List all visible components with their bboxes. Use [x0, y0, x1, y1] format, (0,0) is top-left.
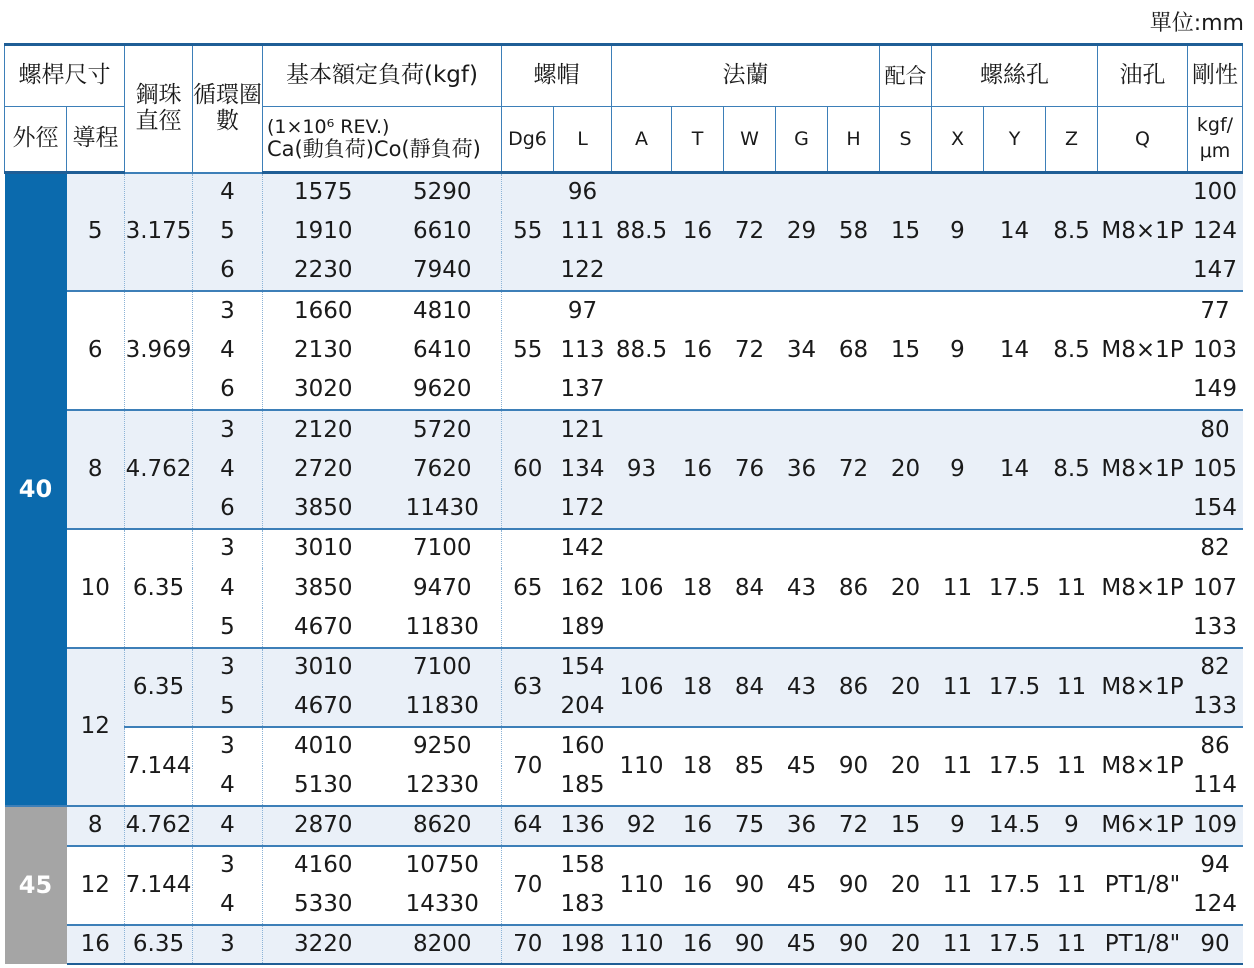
table-row [5, 727, 1243, 767]
cell-g: 43 [776, 529, 828, 648]
cell-k: 147 [1188, 252, 1243, 292]
cell-a: 88.5 [612, 291, 672, 410]
unit-label: 單位:mm [1149, 11, 1244, 36]
cell-ball: 7.144 [125, 846, 193, 925]
cell-circ: 4 [193, 173, 263, 213]
cell-co: 5290 [384, 173, 502, 213]
cell-ca: 5130 [263, 766, 384, 806]
header-outer-dia: 外徑 [5, 107, 67, 173]
cell-a: 92 [612, 806, 672, 846]
cell-a: 93 [612, 410, 672, 529]
cell-ca: 2120 [263, 410, 384, 450]
cell-l: 122 [554, 252, 612, 292]
table-row [5, 925, 1243, 965]
cell-q: M6×1P [1098, 806, 1188, 846]
cell-circ: 5 [193, 608, 263, 648]
header-Q: Q [1098, 107, 1188, 173]
cell-g: 45 [776, 846, 828, 925]
cell-co: 14330 [384, 885, 502, 925]
header-Z: Z [1046, 107, 1098, 173]
cell-l: 134 [554, 450, 612, 490]
cell-circ: 6 [193, 370, 263, 410]
spec-table [4, 43, 1243, 965]
cell-l: 162 [554, 568, 612, 608]
cell-od: 40 [5, 173, 67, 807]
header-stiff-unit: kgf/μm [1188, 107, 1243, 173]
cell-y: 17.5 [984, 727, 1046, 806]
header-W: W [724, 107, 776, 173]
cell-dg6: 55 [502, 173, 554, 292]
cell-x: 11 [932, 648, 984, 727]
cell-k: 114 [1188, 766, 1243, 806]
cell-ca: 3220 [263, 925, 384, 965]
cell-s: 20 [880, 846, 932, 925]
cell-s: 15 [880, 291, 932, 410]
cell-ball: 4.762 [125, 806, 193, 846]
cell-s: 15 [880, 806, 932, 846]
cell-l: 198 [554, 925, 612, 965]
header-bolt-hole: 螺絲孔 [932, 45, 1098, 107]
cell-a: 110 [612, 925, 672, 965]
cell-g: 36 [776, 806, 828, 846]
cell-ball: 3.175 [125, 173, 193, 292]
table-row [5, 291, 1243, 331]
cell-q: M8×1P [1098, 173, 1188, 292]
cell-w: 72 [724, 173, 776, 292]
cell-ca: 3850 [263, 489, 384, 529]
cell-h: 68 [828, 291, 880, 410]
cell-x: 11 [932, 925, 984, 965]
cell-y: 17.5 [984, 925, 1046, 965]
cell-lead: 6 [67, 291, 125, 410]
cell-lead: 8 [67, 806, 125, 846]
header-S: S [880, 107, 932, 173]
cell-co: 7100 [384, 529, 502, 569]
cell-l: 154 [554, 648, 612, 688]
cell-t: 16 [672, 846, 724, 925]
cell-l: 172 [554, 489, 612, 529]
cell-lead: 10 [67, 529, 125, 648]
cell-q: M8×1P [1098, 291, 1188, 410]
header-A: A [612, 107, 672, 173]
header-Y: Y [984, 107, 1046, 173]
cell-l: 121 [554, 410, 612, 450]
cell-h: 90 [828, 727, 880, 806]
cell-ball: 6.35 [125, 925, 193, 965]
cell-circ: 4 [193, 568, 263, 608]
cell-s: 20 [880, 925, 932, 965]
cell-k: 77 [1188, 291, 1243, 331]
cell-s: 20 [880, 529, 932, 648]
cell-l: 142 [554, 529, 612, 569]
cell-x: 9 [932, 410, 984, 529]
header-circuits: 循環圈數 [193, 45, 263, 173]
cell-t: 18 [672, 529, 724, 648]
cell-w: 76 [724, 410, 776, 529]
cell-circ: 6 [193, 489, 263, 529]
cell-q: PT1/8" [1098, 846, 1188, 925]
cell-ca: 4670 [263, 608, 384, 648]
header-oil-hole: 油孔 [1098, 45, 1188, 107]
table-row [5, 846, 1243, 886]
cell-ca: 1575 [263, 173, 384, 213]
cell-lead: 12 [67, 846, 125, 925]
cell-co: 12330 [384, 766, 502, 806]
table-header [5, 45, 1243, 173]
cell-co: 11430 [384, 489, 502, 529]
cell-s: 20 [880, 410, 932, 529]
cell-z: 9 [1046, 806, 1098, 846]
header-dynamic-static: Ca(動負荷)Co(靜負荷) [267, 136, 481, 161]
cell-x: 11 [932, 727, 984, 806]
cell-y: 14.5 [984, 806, 1046, 846]
cell-k: 107 [1188, 568, 1243, 608]
cell-ca: 3010 [263, 529, 384, 569]
header-rev-note [263, 107, 502, 173]
cell-k: 133 [1188, 608, 1243, 648]
cell-k: 90 [1188, 925, 1243, 965]
cell-g: 29 [776, 173, 828, 292]
cell-circ: 3 [193, 925, 263, 965]
cell-l: 111 [554, 212, 612, 252]
cell-s: 15 [880, 173, 932, 292]
cell-lead: 8 [67, 410, 125, 529]
cell-dg6: 55 [502, 291, 554, 410]
cell-k: 109 [1188, 806, 1243, 846]
cell-k: 82 [1188, 648, 1243, 688]
cell-ca: 4670 [263, 687, 384, 727]
cell-dg6: 70 [502, 925, 554, 965]
cell-circ: 4 [193, 806, 263, 846]
cell-circ: 3 [193, 727, 263, 767]
cell-x: 11 [932, 529, 984, 648]
cell-k: 82 [1188, 529, 1243, 569]
cell-circ: 6 [193, 252, 263, 292]
cell-a: 88.5 [612, 173, 672, 292]
cell-q: PT1/8" [1098, 925, 1188, 965]
cell-k: 133 [1188, 687, 1243, 727]
cell-h: 72 [828, 806, 880, 846]
cell-x: 9 [932, 806, 984, 846]
cell-g: 45 [776, 727, 828, 806]
header-flange: 法蘭 [612, 45, 880, 107]
header-load-rating: 基本額定負荷(kgf) [263, 45, 502, 107]
cell-co: 6410 [384, 331, 502, 371]
cell-q: M8×1P [1098, 529, 1188, 648]
cell-co: 5720 [384, 410, 502, 450]
cell-co: 9250 [384, 727, 502, 767]
cell-h: 86 [828, 529, 880, 648]
cell-l: 160 [554, 727, 612, 767]
cell-t: 16 [672, 925, 724, 965]
cell-z: 11 [1046, 925, 1098, 965]
cell-w: 75 [724, 806, 776, 846]
cell-w: 72 [724, 291, 776, 410]
cell-k: 80 [1188, 410, 1243, 450]
cell-co: 7100 [384, 648, 502, 688]
cell-circ: 4 [193, 766, 263, 806]
cell-g: 34 [776, 291, 828, 410]
cell-circ: 5 [193, 212, 263, 252]
cell-co: 8200 [384, 925, 502, 965]
cell-co: 9470 [384, 568, 502, 608]
cell-ca: 2130 [263, 331, 384, 371]
cell-l: 158 [554, 846, 612, 886]
cell-a: 106 [612, 529, 672, 648]
cell-a: 106 [612, 648, 672, 727]
cell-k: 149 [1188, 370, 1243, 410]
table-row [5, 529, 1243, 569]
cell-z: 8.5 [1046, 410, 1098, 529]
header-rev-text: (1×10⁶ REV.) [267, 116, 390, 138]
cell-dg6: 65 [502, 529, 554, 648]
cell-k: 154 [1188, 489, 1243, 529]
cell-dg6: 70 [502, 846, 554, 925]
header-X: X [932, 107, 984, 173]
cell-t: 18 [672, 727, 724, 806]
cell-s: 20 [880, 648, 932, 727]
cell-ball: 6.35 [125, 529, 193, 648]
cell-g: 43 [776, 648, 828, 727]
cell-z: 11 [1046, 648, 1098, 727]
header-stiffness: 剛性 [1188, 45, 1243, 107]
cell-h: 58 [828, 173, 880, 292]
header-screw-size: 螺桿尺寸 [5, 45, 125, 107]
cell-t: 16 [672, 410, 724, 529]
cell-ca: 1660 [263, 291, 384, 331]
cell-co: 7940 [384, 252, 502, 292]
cell-circ: 3 [193, 846, 263, 886]
cell-ball: 7.144 [125, 727, 193, 806]
cell-t: 16 [672, 173, 724, 292]
cell-s: 20 [880, 727, 932, 806]
cell-w: 90 [724, 846, 776, 925]
cell-t: 18 [672, 648, 724, 727]
header-dg6: Dg6 [502, 107, 554, 173]
cell-co: 10750 [384, 846, 502, 886]
cell-y: 17.5 [984, 529, 1046, 648]
cell-ca: 3010 [263, 648, 384, 688]
cell-circ: 5 [193, 687, 263, 727]
cell-co: 6610 [384, 212, 502, 252]
cell-ca: 2720 [263, 450, 384, 490]
cell-ca: 4010 [263, 727, 384, 767]
cell-ca: 5330 [263, 885, 384, 925]
cell-g: 45 [776, 925, 828, 965]
table-row [5, 648, 1243, 688]
cell-q: M8×1P [1098, 648, 1188, 727]
cell-z: 8.5 [1046, 173, 1098, 292]
cell-circ: 4 [193, 450, 263, 490]
table-row [5, 173, 1243, 213]
cell-y: 14 [984, 291, 1046, 410]
cell-circ: 3 [193, 410, 263, 450]
cell-a: 110 [612, 727, 672, 806]
cell-co: 11830 [384, 687, 502, 727]
header-fit: 配合 [880, 45, 932, 107]
cell-l: 136 [554, 806, 612, 846]
cell-ca: 2870 [263, 806, 384, 846]
cell-w: 85 [724, 727, 776, 806]
cell-co: 11830 [384, 608, 502, 648]
cell-g: 36 [776, 410, 828, 529]
cell-l: 183 [554, 885, 612, 925]
cell-dg6: 60 [502, 410, 554, 529]
cell-z: 11 [1046, 846, 1098, 925]
cell-od: 45 [5, 806, 67, 964]
table-row [5, 410, 1243, 450]
cell-z: 8.5 [1046, 291, 1098, 410]
cell-ball: 4.762 [125, 410, 193, 529]
cell-k: 94 [1188, 846, 1243, 886]
table-row [5, 806, 1243, 846]
cell-co: 9620 [384, 370, 502, 410]
cell-z: 11 [1046, 727, 1098, 806]
cell-x: 9 [932, 291, 984, 410]
cell-y: 17.5 [984, 648, 1046, 727]
cell-y: 14 [984, 173, 1046, 292]
cell-l: 96 [554, 173, 612, 213]
header-G: G [776, 107, 828, 173]
cell-circ: 4 [193, 331, 263, 371]
cell-h: 86 [828, 648, 880, 727]
cell-h: 90 [828, 925, 880, 965]
cell-ball: 3.969 [125, 291, 193, 410]
cell-w: 90 [724, 925, 776, 965]
cell-l: 185 [554, 766, 612, 806]
cell-k: 124 [1188, 212, 1243, 252]
cell-l: 113 [554, 331, 612, 371]
cell-lead: 5 [67, 173, 125, 292]
cell-lead: 16 [67, 925, 125, 965]
cell-y: 17.5 [984, 846, 1046, 925]
cell-ca: 3020 [263, 370, 384, 410]
cell-circ: 3 [193, 648, 263, 688]
cell-l: 97 [554, 291, 612, 331]
cell-t: 16 [672, 806, 724, 846]
cell-x: 11 [932, 846, 984, 925]
cell-t: 16 [672, 291, 724, 410]
cell-a: 110 [612, 846, 672, 925]
cell-q: M8×1P [1098, 727, 1188, 806]
cell-lead: 12 [67, 648, 125, 806]
cell-dg6: 64 [502, 806, 554, 846]
cell-k: 124 [1188, 885, 1243, 925]
cell-k: 100 [1188, 173, 1243, 213]
cell-q: M8×1P [1098, 410, 1188, 529]
cell-l: 189 [554, 608, 612, 648]
cell-co: 7620 [384, 450, 502, 490]
header-T: T [672, 107, 724, 173]
cell-h: 90 [828, 846, 880, 925]
cell-ca: 4160 [263, 846, 384, 886]
cell-k: 86 [1188, 727, 1243, 767]
cell-circ: 4 [193, 885, 263, 925]
cell-l: 137 [554, 370, 612, 410]
cell-circ: 3 [193, 291, 263, 331]
cell-w: 84 [724, 648, 776, 727]
header-L: L [554, 107, 612, 173]
header-nut: 螺帽 [502, 45, 612, 107]
cell-x: 9 [932, 173, 984, 292]
cell-k: 105 [1188, 450, 1243, 490]
cell-z: 11 [1046, 529, 1098, 648]
table-body [5, 173, 1243, 965]
cell-k: 103 [1188, 331, 1243, 371]
cell-ca: 3850 [263, 568, 384, 608]
cell-circ: 3 [193, 529, 263, 569]
cell-co: 8620 [384, 806, 502, 846]
header-ball-diameter: 鋼珠直徑 [125, 45, 193, 173]
cell-y: 14 [984, 410, 1046, 529]
cell-l: 204 [554, 687, 612, 727]
cell-dg6: 63 [502, 648, 554, 727]
cell-dg6: 70 [502, 727, 554, 806]
header-lead: 導程 [67, 107, 125, 173]
cell-ca: 1910 [263, 212, 384, 252]
cell-h: 72 [828, 410, 880, 529]
cell-ball: 6.35 [125, 648, 193, 727]
header-H: H [828, 107, 880, 173]
cell-w: 84 [724, 529, 776, 648]
cell-ca: 2230 [263, 252, 384, 292]
cell-co: 4810 [384, 291, 502, 331]
